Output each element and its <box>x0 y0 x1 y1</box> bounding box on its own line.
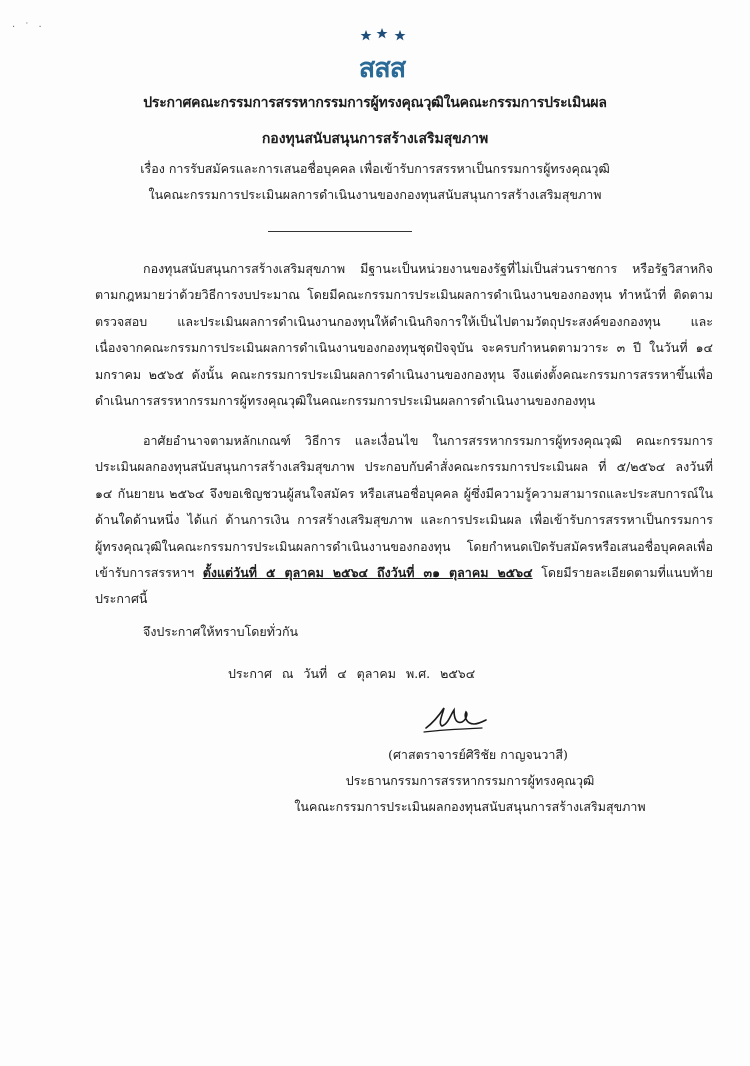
paragraph-line: ประกาศนี้ <box>95 591 148 607</box>
paragraph-line: ประเมินผลกองทุนสนับสนุนการสร้างเสริมสุขภาพ ประกอบกับคำสั่งคณะกรรมการประเมินผล ที่ ๕/๒๕๖๔ ลงวันที่ <box>95 459 713 475</box>
signatory-name: (ศาสตราจารย์ศิริชัย กาญจนวาสี) <box>388 747 568 762</box>
dates-suffix: โดยมีรายละเอียดตามที่แนบท้าย <box>532 565 713 581</box>
closing-statement: จึงประกาศให้ทราบโดยทั่วกัน <box>143 624 299 639</box>
scan-marks: · ˙ · <box>12 22 45 33</box>
announcement-date: ประกาศ ณ วันที่ ๔ ตุลาคม พ.ศ. ๒๕๖๔ <box>228 666 476 681</box>
announcement-header <box>100 90 650 208</box>
paragraph-line: เนื่องจากคณะกรรมการประเมินผลการดำเนินงานของกองทุนชุดปัจจุบัน จะครบกำหนดตามวาระ ๓ ปี ในวันที่ ๑๔ <box>95 340 713 356</box>
paragraph-line: ดำเนินการสรรหากรรมการผู้ทรงคุณวุฒิในคณะกรรมการประเมินผลการดำเนินงานของกองทุน <box>95 393 596 409</box>
paragraph-line: ตรวจสอบ และประเมินผลการดำเนินงานกองทุนให้ดำเนินกิจการให้เป็นไปตามวัตถุประสงค์ของกองทุน และ <box>95 313 713 329</box>
paragraph-line: ด้านใดด้านหนึ่ง ได้แก่ ด้านการเงิน การสร้างเสริมสุขภาพ และการประเมินผล เพื่อเข้ารับการสรรหาเป็นกรรมการ <box>95 512 713 528</box>
signatory-block <box>240 742 700 820</box>
logo-stars-icon <box>358 26 414 46</box>
paragraph-line: ตามกฎหมายว่าด้วยวิธีการงบประมาณ โดยมีคณะกรรมการประเมินผลการดำเนินงานของกองทุน ทำหน้าที่ ติดตาม <box>95 287 713 303</box>
application-period: ตั้งแต่วันที่ ๕ ตุลาคม ๒๕๖๔ ถึงวันที่ ๓๑ ตุลาคม ๒๕๖๔ <box>202 565 533 581</box>
announcement-title: ประกาศคณะกรรมการสรรหากรรมการผู้ทรงคุณวุฒิในคณะกรรมการประเมินผล <box>143 95 607 111</box>
paragraph-line: กองทุนสนับสนุนการสร้างเสริมสุขภาพ มีฐานะเป็นหน่วยงานของรัฐที่ไม่เป็นส่วนราชการ หรือรัฐวิสาหกิจ <box>143 261 713 276</box>
signatory-position: ประธานกรรมการสรรหากรรมการผู้ทรงคุณวุฒิ <box>345 773 595 788</box>
paragraph-line: อาศัยอำนาจตามหลักเกณฑ์ วิธีการ และเงื่อนไข ในการสรรหากรรมการผู้ทรงคุณวุฒิ คณะกรรมการ <box>143 433 713 448</box>
handwritten-signature <box>420 700 490 740</box>
paragraph-line-dates <box>95 560 713 586</box>
announcement-subject: เรื่อง การรับสมัครและการเสนอชื่อบุคคล เพื่อเข้ารับการสรรหาเป็นกรรมการผู้ทรงคุณวุฒิ <box>140 161 610 176</box>
paragraph-invitation <box>95 428 713 613</box>
logo-wordmark: สสส <box>358 53 406 84</box>
signatory-position-line2: ในคณะกรรมการประเมินผลกองทุนสนับสนุนการสร้างเสริมสุขภาพ <box>294 799 646 814</box>
announcement-title-line2: กองทุนสนับสนุนการสร้างเสริมสุขภาพ <box>261 131 489 147</box>
announcement-subject-line2: ในคณะกรรมการประเมินผลการดำเนินงานของกองทุนสนับสนุนการสร้างเสริมสุขภาพ <box>148 187 602 202</box>
paragraph-background <box>95 256 713 414</box>
paragraph-line: ๑๔ กันยายน ๒๕๖๔ จึงขอเชิญชวนผู้สนใจสมัคร หรือเสนอชื่อบุคคล ผู้ซึ่งมีความรู้ความสามารถและประสบการณ์ใน <box>95 485 713 501</box>
paragraph-line: ผู้ทรงคุณวุฒิในคณะกรรมการประเมินผลการดำเนินงานของกองทุน โดยกำหนดเปิดรับสมัครหรือเสนอชื่อบุคคลเพื่อ <box>95 538 713 554</box>
header-divider <box>268 231 412 232</box>
dates-prefix: เข้ารับการสรรหาฯ <box>95 565 203 581</box>
paragraph-line: มกราคม ๒๕๖๕ ดังนั้น คณะกรรมการประเมินผลการดำเนินงานของกองทุน จึงแต่งตั้งคณะกรรมการสรรหาขึ้นเพื่อ <box>95 366 713 382</box>
thaihealth-logo <box>350 26 414 82</box>
